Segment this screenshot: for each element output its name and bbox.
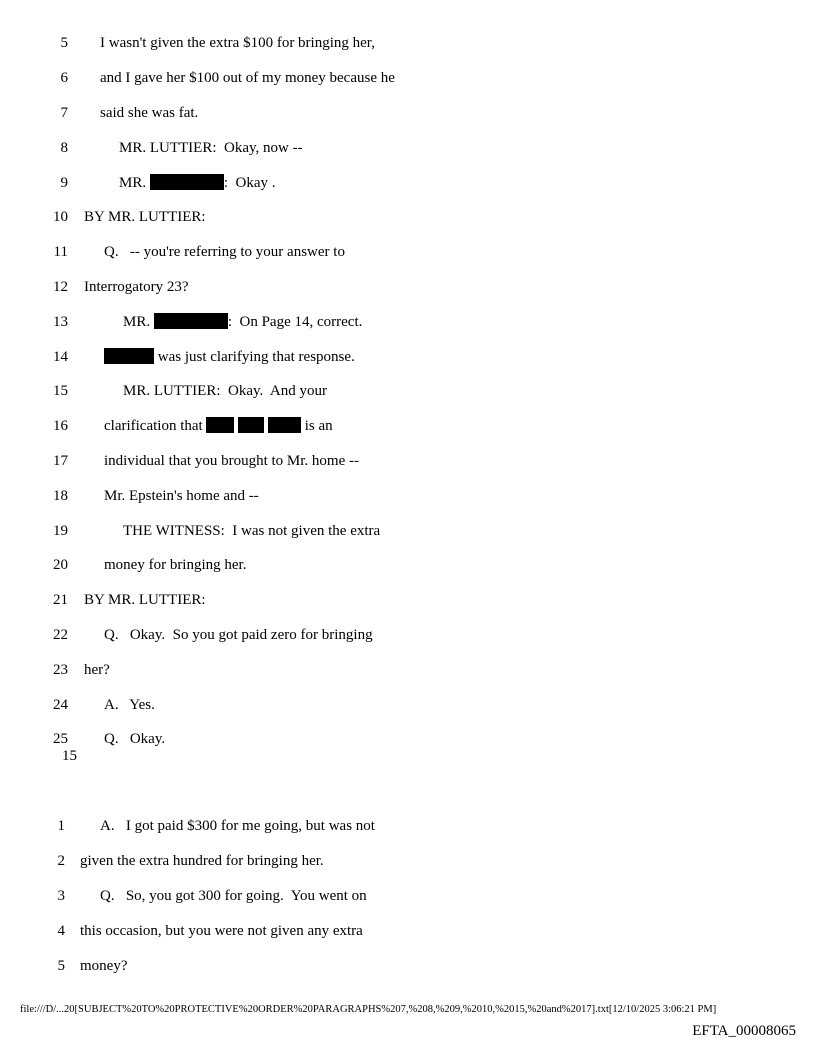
line-text-segment: was just clarifying that response. (154, 349, 355, 365)
line-number: 20 (53, 557, 68, 573)
redaction-box (104, 348, 154, 364)
line-number: 12 (53, 279, 68, 295)
line-text (119, 174, 276, 192)
line-text: Q. Okay. So you got paid zero for bringing (104, 627, 373, 643)
line-text: BY MR. LUTTIER: (84, 209, 206, 225)
line-text: money? (80, 958, 128, 974)
line-text: BY MR. LUTTIER: (84, 592, 206, 608)
line-text: Q. -- you're referring to your answer to (104, 244, 345, 260)
line-number: 15 (53, 383, 68, 399)
line-number: 25 (53, 731, 68, 747)
line-text: I wasn't given the extra $100 for bringing her, (100, 35, 375, 51)
line-text-segment: MR. (123, 314, 154, 330)
line-text-segment: : On Page 14, correct. (227, 314, 363, 330)
line-text: A. Yes. (104, 697, 155, 713)
redaction-box (154, 313, 228, 329)
line-number: 11 (53, 244, 68, 260)
line-text-segment: clarification that (104, 418, 207, 434)
line-number: 6 (60, 70, 68, 86)
line-text: Q. Okay. (104, 731, 166, 747)
line-number: 10 (53, 209, 68, 225)
line-number: 23 (53, 662, 68, 678)
line-number: 21 (53, 592, 68, 608)
redaction-box (150, 174, 224, 190)
line-text: her? (84, 662, 110, 678)
line-number: 9 (60, 175, 68, 191)
line-number: 13 (53, 314, 68, 330)
line-text: Interrogatory 23? (84, 279, 189, 295)
line-number: 8 (60, 140, 68, 156)
line-number: 7 (60, 105, 68, 121)
line-number: 22 (53, 627, 68, 643)
line-number: 24 (53, 697, 68, 713)
line-text: given the extra hundred for bringing her. (80, 853, 324, 869)
line-number: 5 (57, 958, 65, 974)
line-text: this occasion, but you were not given any extra (80, 923, 363, 939)
line-number: 18 (53, 488, 68, 504)
line-text: and I gave her $100 out of my money because he (100, 70, 395, 86)
page-number: 15 (62, 748, 77, 764)
transcript-line (0, 957, 128, 1011)
line-text: MR. LUTTIER: Okay, now -- (119, 140, 303, 156)
line-number: 1 (57, 818, 65, 834)
line-text: Mr. Epstein's home and -- (104, 488, 259, 504)
line-text (123, 313, 362, 331)
line-number: 17 (53, 453, 68, 469)
line-text-segment: : Okay . (223, 175, 276, 191)
line-text: Q. So, you got 300 for going. You went on (100, 888, 367, 904)
redaction-box (268, 417, 301, 433)
line-text: individual that you brought to Mr. home -- (104, 453, 359, 469)
line-number: 5 (60, 35, 68, 51)
line-number: 14 (53, 349, 68, 365)
line-number: 16 (53, 418, 68, 434)
bates-number: EFTA_00008065 (692, 1023, 796, 1039)
line-text (104, 417, 333, 435)
line-text-segment: is an (300, 418, 333, 434)
line-text: MR. LUTTIER: Okay. And your (123, 383, 328, 399)
line-text: money for bringing her. (104, 557, 247, 573)
line-text-segment: MR. (119, 175, 150, 191)
redaction-box (238, 417, 264, 433)
line-number: 2 (57, 853, 65, 869)
line-number: 4 (57, 923, 65, 939)
line-text: A. I got paid $300 for me going, but was not (100, 818, 375, 834)
file-path-footer: file:///D/...20[SUBJECT%20TO%20PROTECTIVE%20ORDER%20PARAGRAPHS%207,%208,%209,%2010,%2015,%20and%2017].txt[12/10/2025 3:06:21 PM] (20, 1004, 717, 1015)
line-number: 3 (57, 888, 65, 904)
line-number: 19 (53, 523, 68, 539)
redaction-box (206, 417, 234, 433)
line-text (104, 348, 355, 366)
line-text: said she was fat. (100, 105, 199, 121)
line-text: THE WITNESS: I was not given the extra (123, 523, 381, 539)
